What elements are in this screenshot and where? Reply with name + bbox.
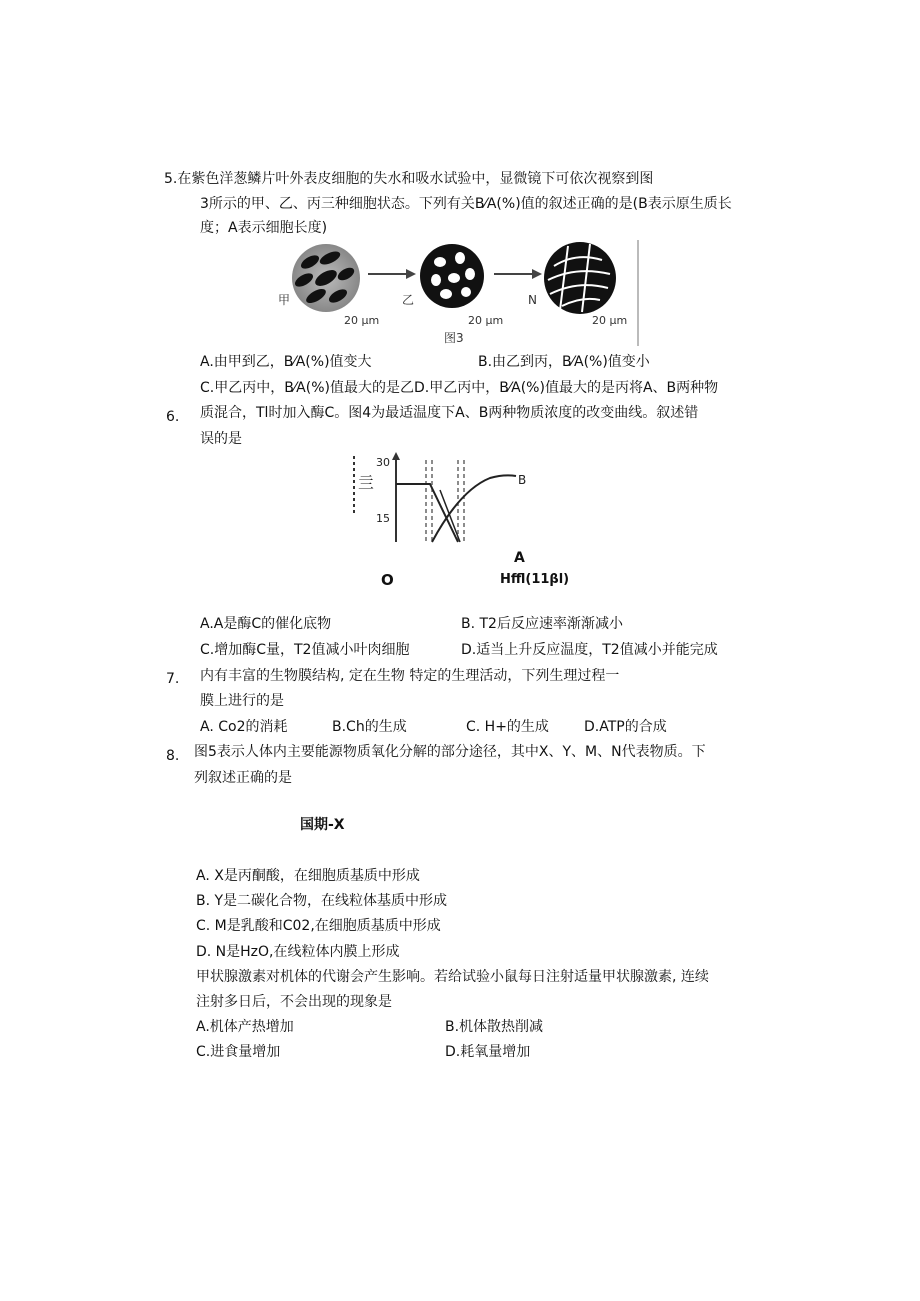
- scale-yi: 20 μm: [468, 314, 504, 327]
- cell-yi-icon: [420, 244, 484, 308]
- label-jia: 甲: [278, 293, 291, 307]
- q7-option-c: C. H+的生成: [466, 719, 549, 735]
- q8-option-b: B. Y是二碳化合物，在线粒体基质中形成: [196, 893, 448, 909]
- q7-line1: 内有丰富的生物膜结构, 定在生物 特定的生理活动，下列生理过程一: [200, 668, 620, 684]
- tick-30: 30: [376, 456, 390, 469]
- fig5-label: 国期-X: [300, 817, 345, 833]
- q5-option-cd: C.甲乙丙中，B⁄A(%)值最大的是乙D.甲乙丙中，B⁄A(%)值最大的是丙将A、B两种物: [200, 380, 719, 396]
- q6-option-b: B. T2后反应速率渐渐减小: [461, 616, 623, 632]
- scale-jia: 20 μm: [344, 314, 380, 327]
- q7-option-a: A. Co2的消耗: [200, 719, 288, 735]
- figure-3-cells: [276, 238, 642, 348]
- q8-option-a: A. X是丙酮酸，在细胞质基质中形成: [196, 868, 420, 884]
- q9-line1: 甲状腺激素对机体的代谢会产生影响。若给试验小鼠每日注射适量甲状腺激素, 连续: [196, 969, 709, 985]
- q7-number: 7.: [166, 671, 180, 687]
- q8-option-c: C. M是乳酸和C02,在细胞质基质中形成: [196, 918, 441, 934]
- q9-option-d: D.耗氧量增加: [445, 1044, 531, 1060]
- cell-jia-icon: [292, 244, 360, 312]
- arrow-right-icon: [406, 269, 416, 279]
- y-axis-label: 亖: [358, 473, 375, 492]
- q6-line2: 误的是: [200, 431, 242, 447]
- q5-line2: 3所示的甲、乙、丙三种细胞状态。下列有关B⁄A(%)值的叙述正确的是(B表示原生质长: [200, 196, 732, 212]
- fig4-label-a: A: [514, 550, 525, 566]
- q9-line2: 注射多日后，不会出现的现象是: [196, 994, 392, 1010]
- q5-option-a: A.由甲到乙，B⁄A(%)值变大: [200, 354, 372, 370]
- arrow-right-icon: [532, 269, 542, 279]
- q6-option-d: D.适当上升反应温度，T2值减小并能完成: [461, 642, 718, 658]
- label-b: B: [518, 473, 527, 487]
- q6-number: 6.: [166, 409, 180, 425]
- q9-option-b: B.机体散热削减: [445, 1019, 544, 1035]
- q7-option-b: B.Ch的生成: [332, 719, 407, 735]
- scale-bing: 20 μm: [592, 314, 628, 327]
- q6-option-c: C.增加酶C量，T2值减小叶肉细胞: [200, 642, 410, 658]
- arrow-up-icon: [392, 452, 400, 460]
- q8-line2: 列叙述正确的是: [194, 770, 292, 786]
- label-bing: N: [528, 293, 537, 307]
- q7-option-d: D.ATP的合成: [584, 719, 667, 735]
- fig4-origin: O: [381, 571, 394, 589]
- figure-3-caption: 图3: [444, 331, 464, 345]
- q5-line1: 5.在紫色洋葱鳞片叶外表皮细胞的失水和吸水试验中，显微镜下可依次视察到图: [164, 171, 654, 187]
- q9-option-c: C.进食量增加: [196, 1044, 281, 1060]
- curve-b: [432, 475, 516, 542]
- fig4-x-label: Hffl(11βl): [500, 572, 570, 587]
- q6-line1: 质混合，Tl时加入酶C。图4为最适温度下A、B两种物质浓度的改变曲线。叙述错: [200, 405, 699, 421]
- figure-4-chart: [340, 450, 540, 546]
- tick-15: 15: [376, 512, 390, 525]
- q8-option-d: D. N是HzO,在线粒体内膜上形成: [196, 944, 400, 960]
- q8-number: 8.: [166, 748, 180, 764]
- q8-line1: 图5表示人体内主要能源物质氧化分解的部分途径，其中X、Y、M、N代表物质。下: [194, 744, 706, 760]
- q7-line2: 膜上进行的是: [200, 693, 284, 709]
- q5-option-b: B.由乙到丙，B⁄A(%)值变小: [478, 354, 650, 370]
- cell-bing-icon: [544, 242, 616, 314]
- label-yi: 乙: [402, 293, 415, 307]
- q5-line3: 度；A表示细胞长度): [200, 220, 328, 236]
- q6-option-a: A.A是酶C的催化底物: [200, 616, 332, 632]
- q9-option-a: A.机体产热增加: [196, 1019, 294, 1035]
